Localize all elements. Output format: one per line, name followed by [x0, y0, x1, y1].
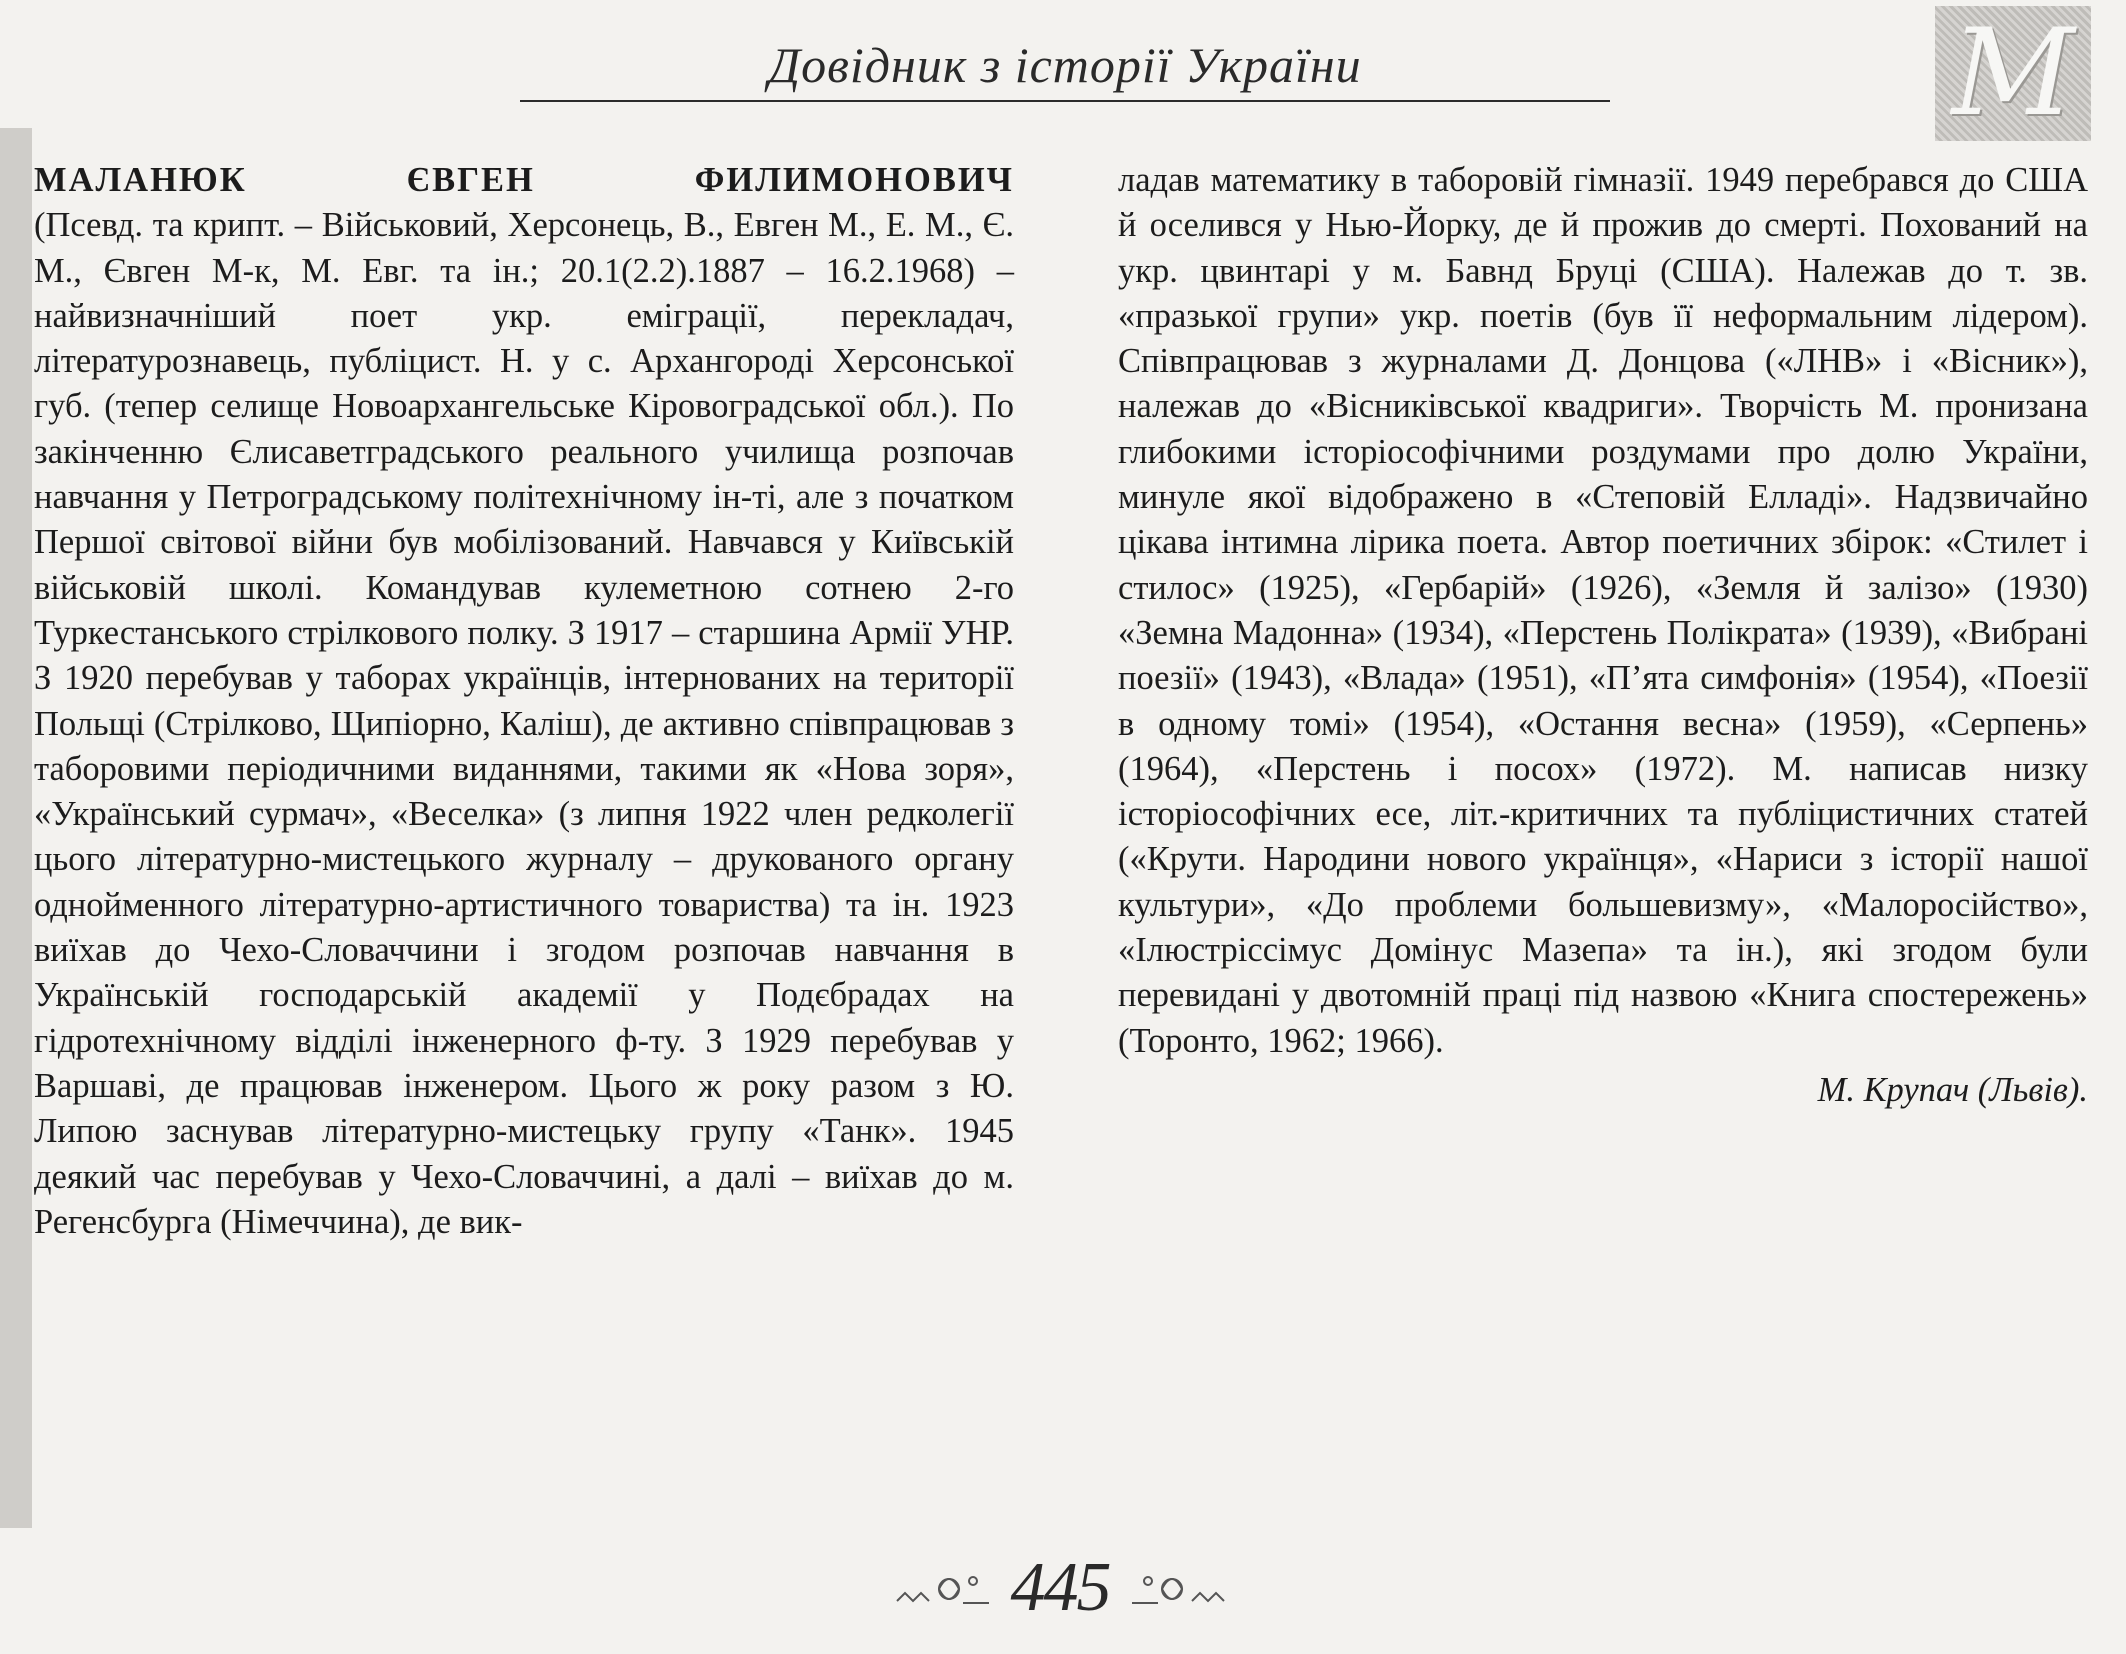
- entry-body-left: (Псевд. та крипт. – Військовий, Херсонець, В., Евген М., Е. М., Є. М., Євген М-к, М. Евг. та ін.; 20.1(2.2).1887 – 16.2.1968) – найвизначніший поет укр. еміграції, перекладач, літературознавець, публіцист. Н. у с. Архангороді Херсонської губ. (тепер селище Новоархангельське Кіровоградської обл.). По закінченню Єлисаветградського реального училища розпочав навчання у Петроградському політехнічному ін-ті, але з початком Першої світової війни був мобілізований. Навчався у Київській військовій школі. Командував кулеметною сотнею 2-го Туркестанського стрілкового полку. З 1917 – старшина Армії УНР. З 1920 перебував у таборах українців, інтернованих на території Польщі (Стрілково, Щипіорно, Каліш), де активно співпрацював з таборовими періодичними виданнями, такими як «Нова зоря», «Український сурмач», «Веселка» (з липня 1922 член редколегії цього літературно-мистецького журналу – друкованого органу однойменного літературно-артистичного товариства) та ін. 1923 виїхав до Чехо-Словаччини і згодом розпочав навчання в Українській господарській академії у Подєбрадах на гідротехнічному відділі інженерного ф-ту. З 1929 перебував у Варшаві, де працював інженером. Цього ж року разом з Ю. Липою заснував літературно-мистецьку групу «Танк». 1945 деякий час перебував у Чехо-Словаччині, а далі – виїхав до м. Регенсбурга (Німеччина), де вик-: [34, 206, 1014, 1241]
- entry-body-right: ладав математику в таборовій гімназії. 1949 перебрався до США й оселився у Нью-Йорку, де й прожив до смерті. Похований на укр. цвинтарі у м. Бавнд Бруці (США). Належав до т. зв. «празької групи» укр. поетів (був її неформальним лідером). Співпрацював з журналами Д. Донцова («ЛНВ» і «Вісник»), належав до «Вісниківської квадриги». Творчість М. пронизана глибокими історіософічними роздумами про долю України, минуле якої відображено в «Степовій Елладі». Надзвичайно цікава інтимна лірика поета. Автор поетичних збірок: «Стилет і стилос» (1925), «Гербарій» (1926), «Земля й залізо» (1930) «Земна Мадонна» (1934), «Перстень Полікрата» (1939), «Вибрані поезії» (1943), «Влада» (1951), «П’ята симфонія» (1954), «Поезії в одному томі» (1954), «Остання весна» (1959), «Серпень» (1964), «Перстень і посох» (1972). М. написав низку історіософічних есе, літ.-критичних та публіцистичних статей («Крути. Народини нового українця», «Нариси з історії нашої культури», «До проблеми большевизму», «Малоросійство», «Ілюстріссімус Домінус Мазепа» та ін.), які згодом були перевидані у двотомній праці під назвою «Книга спостережень» (Торонто, 1962; 1966).: [1118, 161, 2088, 1060]
- text-column-right: [1118, 158, 2088, 1113]
- text-column-left: [34, 158, 1014, 1245]
- page-number: 445: [1010, 1549, 1110, 1626]
- running-header: [520, 20, 1610, 102]
- entry-heading: МАЛАНЮК ЄВГЕН ФИЛИМОНОВИЧ: [34, 161, 1014, 199]
- right-ornament-icon: [1128, 1563, 1228, 1613]
- section-letter: М: [1951, 3, 2075, 143]
- left-ornament-icon: [893, 1563, 993, 1613]
- page-footer: [860, 1548, 1260, 1628]
- entry-author: М. Крупач (Львів).: [1817, 1070, 2088, 1109]
- running-header-title: Довідник з історії України: [768, 37, 1362, 93]
- scan-edge-shadow: [0, 128, 32, 1528]
- section-letter-badge: [1935, 3, 2091, 143]
